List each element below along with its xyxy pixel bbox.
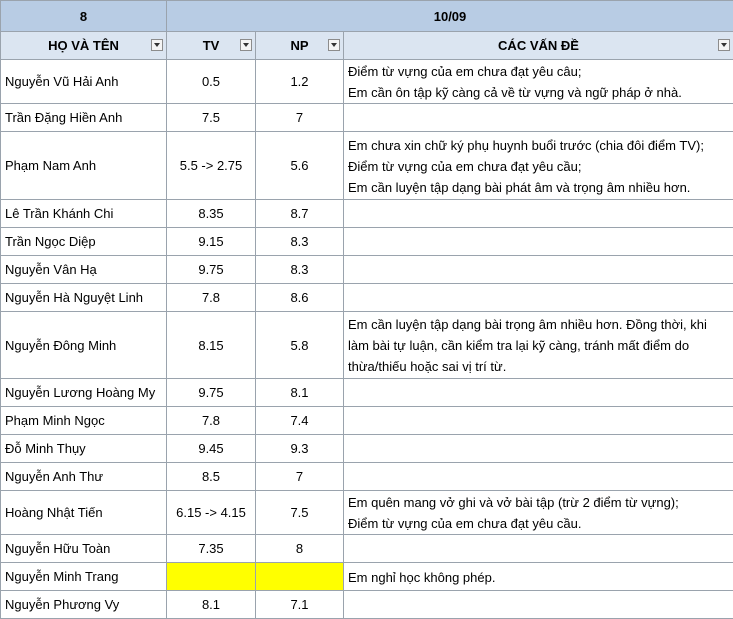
np-cell[interactable]: 7.1 bbox=[256, 591, 344, 619]
issues-cell[interactable]: Em quên mang vở ghi và vở bài tập (trừ 2 điểm từ vựng); Điểm từ vựng của em chưa đạt yêu cầu. bbox=[344, 491, 733, 535]
tv-cell[interactable]: 7.8 bbox=[167, 284, 256, 312]
filter-dropdown-icon[interactable] bbox=[240, 39, 252, 51]
tv-cell[interactable]: 8.1 bbox=[167, 591, 256, 619]
name-cell[interactable]: Nguyễn Vũ Hải Anh bbox=[1, 60, 167, 104]
issues-cell[interactable] bbox=[344, 435, 733, 463]
np-cell[interactable]: 8.3 bbox=[256, 228, 344, 256]
np-cell[interactable]: 1.2 bbox=[256, 60, 344, 104]
np-cell[interactable]: 5.8 bbox=[256, 312, 344, 379]
np-cell[interactable]: 7 bbox=[256, 104, 344, 132]
column-header-tv[interactable] bbox=[167, 32, 256, 60]
tv-cell[interactable]: 8.5 bbox=[167, 463, 256, 491]
top-header-row bbox=[1, 1, 733, 32]
filter-dropdown-icon[interactable] bbox=[718, 39, 730, 51]
column-header-np-label: NP bbox=[290, 38, 308, 53]
np-cell[interactable]: 8.6 bbox=[256, 284, 344, 312]
column-header-name[interactable] bbox=[1, 32, 167, 60]
name-cell[interactable]: Hoàng Nhật Tiến bbox=[1, 491, 167, 535]
np-cell[interactable]: 9.3 bbox=[256, 435, 344, 463]
name-cell[interactable]: Nguyễn Phương Vy bbox=[1, 591, 167, 619]
issues-cell[interactable] bbox=[344, 591, 733, 619]
issues-cell[interactable] bbox=[344, 256, 733, 284]
name-cell[interactable]: Phạm Nam Anh bbox=[1, 132, 167, 200]
tv-cell[interactable]: 5.5 -> 2.75 bbox=[167, 132, 256, 200]
tv-cell[interactable]: 7.35 bbox=[167, 535, 256, 563]
issues-cell[interactable] bbox=[344, 407, 733, 435]
np-cell[interactable]: 8.3 bbox=[256, 256, 344, 284]
table-row bbox=[1, 312, 733, 379]
issues-cell[interactable] bbox=[344, 228, 733, 256]
column-header-issues[interactable] bbox=[344, 32, 733, 60]
issues-cell[interactable] bbox=[344, 463, 733, 491]
class-header-cell[interactable]: 8 bbox=[1, 1, 167, 32]
tv-cell[interactable]: 7.5 bbox=[167, 104, 256, 132]
name-cell[interactable]: Trần Đặng Hiền Anh bbox=[1, 104, 167, 132]
name-cell[interactable]: Nguyễn Hà Nguyệt Linh bbox=[1, 284, 167, 312]
table-row bbox=[1, 284, 733, 312]
tv-cell[interactable]: 9.75 bbox=[167, 256, 256, 284]
issues-cell[interactable] bbox=[344, 200, 733, 228]
name-cell[interactable]: Nguyễn Anh Thư bbox=[1, 463, 167, 491]
name-cell[interactable]: Đỗ Minh Thụy bbox=[1, 435, 167, 463]
name-cell[interactable]: Nguyễn Minh Trang bbox=[1, 563, 167, 591]
table-row bbox=[1, 463, 733, 491]
tv-cell[interactable] bbox=[167, 563, 256, 591]
column-header-np[interactable] bbox=[256, 32, 344, 60]
issues-cell[interactable] bbox=[344, 104, 733, 132]
issues-cell[interactable] bbox=[344, 284, 733, 312]
table-row bbox=[1, 200, 733, 228]
issues-cell[interactable]: Em cần luyện tập dạng bài trọng âm nhiều hơn. Đồng thời, khi làm bài tự luận, cần kiểm tra lại kỹ càng, tránh mất điểm do thừa/thiếu hoặc sai vị trí từ. bbox=[344, 312, 733, 379]
np-cell[interactable]: 8.7 bbox=[256, 200, 344, 228]
table-row bbox=[1, 132, 733, 200]
filter-dropdown-icon[interactable] bbox=[328, 39, 340, 51]
name-cell[interactable]: Phạm Minh Ngọc bbox=[1, 407, 167, 435]
column-header-issues-label: CÁC VẤN ĐỀ bbox=[498, 38, 579, 53]
table-row bbox=[1, 407, 733, 435]
name-cell[interactable]: Nguyễn Hữu Toàn bbox=[1, 535, 167, 563]
filter-dropdown-icon[interactable] bbox=[151, 39, 163, 51]
column-header-name-label: HỌ VÀ TÊN bbox=[48, 38, 119, 53]
tv-cell[interactable]: 9.45 bbox=[167, 435, 256, 463]
tv-cell[interactable]: 8.15 bbox=[167, 312, 256, 379]
tv-cell[interactable]: 6.15 -> 4.15 bbox=[167, 491, 256, 535]
np-cell[interactable]: 8.1 bbox=[256, 379, 344, 407]
name-cell[interactable]: Nguyễn Vân Hạ bbox=[1, 256, 167, 284]
table-row bbox=[1, 256, 733, 284]
np-cell[interactable]: 7 bbox=[256, 463, 344, 491]
date-header-cell[interactable]: 10/09 bbox=[167, 1, 733, 32]
issues-cell[interactable]: Điểm từ vựng của em chưa đạt yêu câu; Em cần ôn tập kỹ càng cả về từ vựng và ngữ pháp ở nhà. bbox=[344, 60, 733, 104]
tv-cell[interactable]: 9.15 bbox=[167, 228, 256, 256]
table-row bbox=[1, 435, 733, 463]
table-row bbox=[1, 563, 733, 591]
np-cell[interactable] bbox=[256, 563, 344, 591]
name-cell[interactable]: Trần Ngọc Diệp bbox=[1, 228, 167, 256]
table-row bbox=[1, 591, 733, 619]
tv-cell[interactable]: 9.75 bbox=[167, 379, 256, 407]
table-row bbox=[1, 379, 733, 407]
table-row bbox=[1, 491, 733, 535]
issues-cell[interactable]: Em nghỉ học không phép. bbox=[344, 563, 733, 591]
np-cell[interactable]: 7.5 bbox=[256, 491, 344, 535]
table-row bbox=[1, 60, 733, 104]
name-cell[interactable]: Nguyễn Đông Minh bbox=[1, 312, 167, 379]
tv-cell[interactable]: 0.5 bbox=[167, 60, 256, 104]
issues-cell[interactable] bbox=[344, 535, 733, 563]
np-cell[interactable]: 5.6 bbox=[256, 132, 344, 200]
table-row bbox=[1, 535, 733, 563]
column-header-tv-label: TV bbox=[203, 38, 220, 53]
tv-cell[interactable]: 8.35 bbox=[167, 200, 256, 228]
column-header-row bbox=[1, 32, 733, 60]
np-cell[interactable]: 7.4 bbox=[256, 407, 344, 435]
issues-cell[interactable] bbox=[344, 379, 733, 407]
name-cell[interactable]: Nguyễn Lương Hoàng My bbox=[1, 379, 167, 407]
name-cell[interactable]: Lê Trần Khánh Chi bbox=[1, 200, 167, 228]
table-row bbox=[1, 228, 733, 256]
table-row bbox=[1, 104, 733, 132]
tv-cell[interactable]: 7.8 bbox=[167, 407, 256, 435]
issues-cell[interactable]: Em chưa xin chữ ký phụ huynh buổi trước (chia đôi điểm TV); Điểm từ vựng của em chưa đạt yêu cầu; Em cần luyện tập dạng bài phát âm và trọng âm nhiều hơn. bbox=[344, 132, 733, 200]
np-cell[interactable]: 8 bbox=[256, 535, 344, 563]
